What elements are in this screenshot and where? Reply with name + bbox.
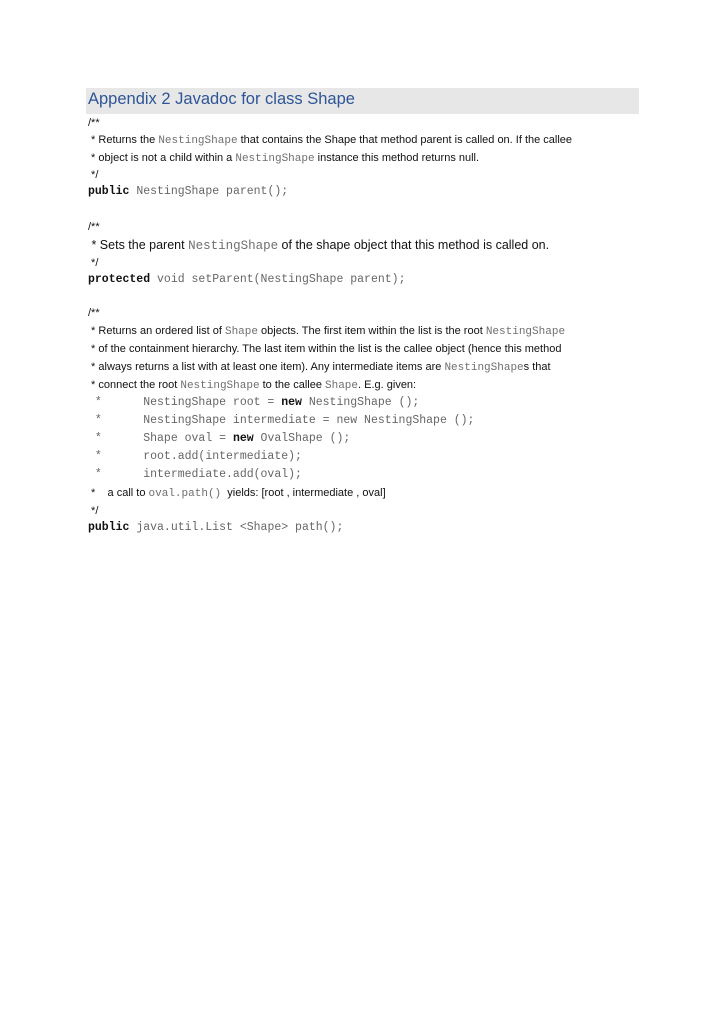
doc-line-setparent-1: * Sets the parent NestingShape of the shape object that this method is called on.: [88, 238, 550, 253]
doc-open-parent: /**: [88, 117, 100, 129]
doc-open-setparent: /**: [88, 221, 100, 233]
example-line-5: * intermediate.add(oval);: [88, 468, 302, 481]
doc-close-path: */: [88, 505, 99, 517]
doc-close-setparent: */: [88, 257, 99, 269]
doc-line-path-3: * always returns a list with at least one item). Any intermediate items are NestingShapes that: [88, 361, 551, 374]
example-line-4: * root.add(intermediate);: [88, 450, 302, 463]
signature-parent: public NestingShape parent();: [88, 185, 289, 198]
doc-line-path-2: * of the containment hierarchy. The last item within the list is the callee object (hence this method: [88, 343, 562, 355]
signature-setparent: protected void setParent(NestingShape parent);: [88, 273, 406, 286]
doc-line-parent-2: * object is not a child within a NestingShape instance this method returns null.: [88, 152, 480, 165]
doc-line-parent-1: * Returns the NestingShape that contains the Shape that method parent is called on. If the callee: [88, 134, 573, 147]
example-line-1: * NestingShape root = new NestingShape ();: [88, 396, 420, 409]
example-line-3: * Shape oval = new OvalShape ();: [88, 432, 351, 445]
doc-line-path-call: * a call to oval.path() yields: [root , intermediate , oval]: [88, 487, 386, 500]
appendix-heading: Appendix 2 Javadoc for class Shape: [86, 88, 639, 114]
doc-close-parent: */: [88, 169, 99, 181]
example-line-2: * NestingShape intermediate = new NestingShape ();: [88, 414, 475, 427]
doc-line-path-4: * connect the root NestingShape to the callee Shape. E.g. given:: [88, 379, 417, 392]
doc-line-path-1: * Returns an ordered list of Shape objects. The first item within the list is the root NestingShape: [88, 325, 566, 338]
signature-path: public java.util.List <Shape> path();: [88, 521, 344, 534]
doc-open-path: /**: [88, 307, 100, 319]
